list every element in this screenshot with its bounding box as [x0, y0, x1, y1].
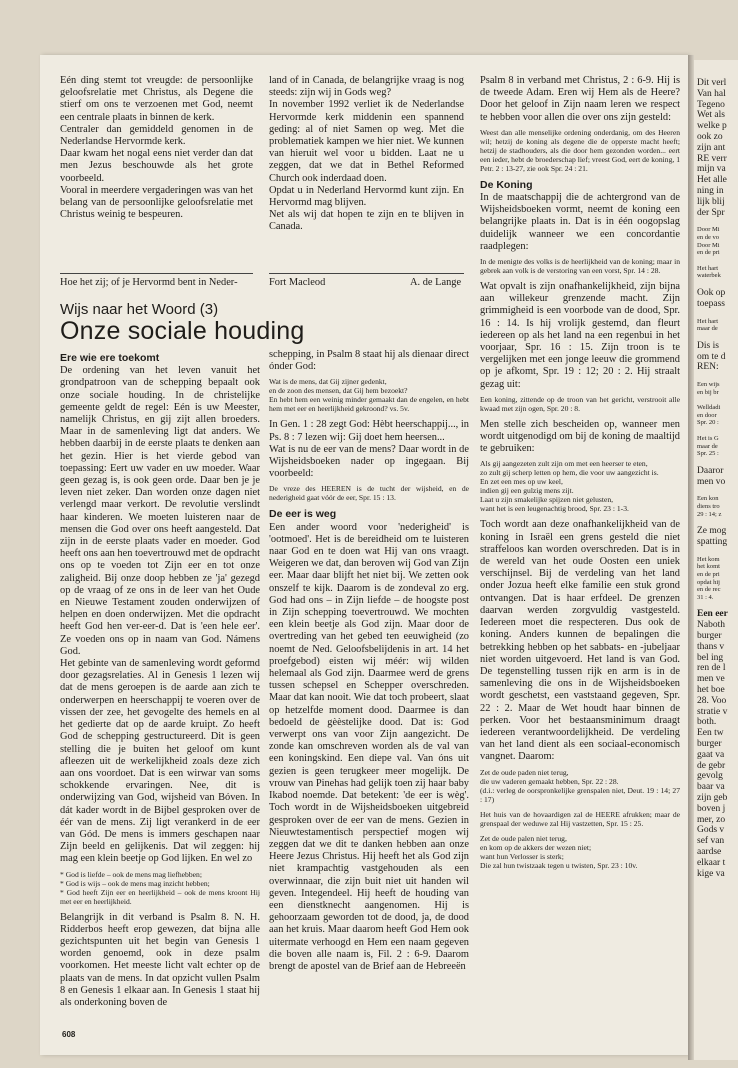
next-page-fragment: stratie v: [697, 706, 728, 717]
paragraph: Wat opvalt is zijn onafhankelijkheid, zijn bijna aan willekeur grenzende macht. Zijn grimmigheid is een voorbode van de dood, Spr. 16 : 14. Is hij vrolijk gestemd, dan fleurt iedereen op als het land na een regenbui in het voorjaar, Spr. 16 : 15. Zijn troon is te vergelijken met een jonge leeuw die grommend op je afkomt, Spr. 19 : 12; 20 : 2. Hij straalt gezag uit:: [480, 281, 680, 390]
next-page-fragment: Gods v: [697, 825, 725, 836]
next-page-fragment: RE verr: [697, 153, 727, 164]
article-column-1: [60, 349, 260, 1009]
paragraph: In de maatschappij die de achtergrond van de Wijsheidsboeken vormt, neemt de koning een belangrijke plaats in. Dat is in één oogopslag duidelijk wanneer we een concordantie raadplegen:: [480, 192, 680, 252]
spacer: [697, 396, 738, 404]
scripture-quote: Als gij aangezeten zult zijn om met een heerser te eten, zo zult gij scherp letten op hem, die voor uw aangezicht is. En zet een mes op uw keel, indien gij een gulzig mens zijt. Laat u zijn smakelijke spijzen niet gelusten, want het is een leugenachtig brood, Spr. 23 : 1-3.: [480, 459, 659, 514]
next-page-fragment: burger: [697, 630, 722, 641]
scripture-quote: * God is liefde – ook de mens mag liefhebben; * God is wijs – ook de mens mag inzicht hebben; * God heeft Zijn eer en heerlijkheid – ook de mens kroont Hij met eer en heerlijkheid.: [60, 869, 260, 906]
next-page-fragment: maar de: [697, 325, 718, 333]
next-page-fragment: gevolg: [697, 771, 723, 782]
next-page-fragment: de gebr: [697, 760, 726, 771]
next-page-fragment: om te d: [697, 351, 726, 362]
scripture-quote: Zet de oude palen niet terug, en kom op de akkers der wezen niet; want hun Verlosser is sterk; Die zal hun twistzaak tegen u twisten, Spr. 23 : 10v.: [480, 833, 638, 870]
paragraph: Wat is nu de eer van de mens? Daar wordt in de Wijsheidsboeken nader op ingegaan. Bij voorbeeld:: [269, 443, 469, 480]
next-page-fragment: men ve: [697, 674, 725, 685]
next-page-fragment: toepass: [697, 298, 725, 309]
paragraph: Een ander woord voor 'nederigheid' is 'ootmoed'. Het is de bereidheid om te luisteren naar God en te doen wat Hij van ons vraagt. Weigeren we dat, dan beroven wij God van Zijn eer. Maar daar blijft het niet bij. We zetten ook onszelf te kijk. Daarom is de zondeval zo erg. God had ons – in Zijn liefde – de hoogste post in Zijn schepping toevertrouwd. We mochten een klein beetje als God zijn. Maar door de overtreding van het gebed ten eeuwigheid (zo noemt de Ned. Geloofsbelijdenis in art. 14 het proefgebod) eisten wij méér: wij wilden helemaal als God zijn. Daarmee werd de grens tussen schepsel en Schepper overschreden. Maar dat kan nooit. Wie dat toch probeert, slaat op hetzelfde moment dood. Daarmee is dan bedoeld de gèèstelijke dood. Dat is: God verwerpt ons van voor Zijn aangezicht. De zonde kan omschreven worden als de val van een koningskind. Een diepe val. Van óns uit gezien is geen terugkeer meer mogelijk. De vrouw van Pinehas had gelijk toen zij haar baby Ikabod noemde. Dat betekent: 'de eer is wèg'. Toch wordt in de Wijsheidsboeken uitgebreid gesproken over de eer van de mens. Gezien in Nieuwtestamentisch perspectief mogen wij zeggen dat we dit te danken hebben aan onze Heere Jezus Christus. Hij heeft het als God zijn niet krampachtig vastgehouden als een overwinnaar, die zijn buit niet uit handen wil geven. Integendeel. Hij heeft de houding van een dienstknecht aangenomen. Hij is gehoorzaam geworden tot de dood, ja, de dood aan het kruis. Maar daarom heeft God Hem ook uitermate verhoogd en Hem een naam gegeven die boven alle naam is, Fil. 2 : 6-9. Daarom brengt de apostel van de Brief aan de Hebreeën: [269, 521, 469, 972]
next-page-fragment: Dis is: [697, 340, 719, 351]
next-page-fragment: der Spr: [697, 207, 725, 218]
paragraph: land of in Canada, de belangrijke vraag is nog steeds: zijn wij in Gods weg?: [269, 75, 464, 99]
scripture-quote: Het huis van de hovaardigen zal de HEERE afrukken; maar de grenspaal der weduwe zal Hij vastzetten, Spr. 15 : 25.: [480, 809, 680, 828]
next-page-fragment: mer, zo: [697, 814, 726, 825]
next-page-fragment: bel ing: [697, 652, 724, 663]
paragraph: Toch wordt aan deze onafhankelijkheid van de koning in Israël een grens gesteld die niet straffeloos kan worden overschreden. Dat is in de wereld van het oude Oosten een uniek verschijnsel. Bij de verdeling van het land onder Jozua heeft elke familie een stuk grond ontvangen. Dat is haar erfdeel. De grenzen daarvan werden zorgvuldig vastgesteld. Iedereen moet die respecteren. Dus ook de koning. Anders kunnen de bepalingen die betrekking hebben op het sabbats- en -jubeljaar niet worden uitgevoerd. Het land is van God. De tegenstelling tussen rijk en arm is in de samenleving die ons in de Wijsheidsboeken wordt geschetst, een vaststaand gegeven, Spr. 22 : 2. Maar de Wet houdt haar binnen de perken. Voor het bestaansminimum draagt iedereen verantwoordelijkheid. De verdeling van het land dient als een sociaal-economisch vangnet. Daarom:: [480, 519, 680, 763]
next-page-fragment: Het kom: [697, 555, 720, 563]
paragraph: Centraler dan gemiddeld genomen in de Nederlandse Hervormde kerk.: [60, 123, 253, 148]
next-page-fragment: Ook op: [697, 287, 726, 298]
next-page-fragment: Wet als: [697, 110, 725, 121]
next-page-fragment: maar de: [697, 442, 718, 450]
next-page-fragment: lijk blij: [697, 196, 725, 207]
scripture-quote: Wat is de mens, dat Gij zijner gedenkt, en de zoon des mensen, dat Gij hem bezoekt? En hebt hem een weinig minder gemaakt dan de engelen, en hebt hem met eer en heerlijkheid gekroond? vs. 5v.: [269, 377, 469, 414]
next-page-fragment: thans v: [697, 641, 725, 652]
next-page-fragment: sef van: [697, 836, 725, 847]
article-title: Onze sociale houding: [60, 317, 305, 345]
next-page-fragment: both.: [697, 717, 717, 728]
paragraph: Eén ding stemt tot vreugde: de persoonlijke geloofsrelatie met Christus, als Degene die stierf om ons te verzoenen met God, neemt een centrale plaats in binnen de kerk.: [60, 75, 253, 123]
next-page-fragment: spatting: [697, 537, 728, 548]
article-column-3: [480, 75, 680, 876]
next-page-fragment: gaat va: [697, 749, 725, 760]
next-page-fragment: het boe: [697, 684, 725, 695]
next-page-fragment: Dit verl: [697, 78, 727, 88]
next-page-fragment: elkaar t: [697, 857, 726, 868]
series-title: Wijs naar het Woord (3): [60, 301, 219, 318]
next-page-fragment: Van hal: [697, 88, 726, 99]
next-page-fragment: en de vo: [697, 233, 720, 241]
next-page-fragment: Door Mi: [697, 241, 720, 249]
next-page-fragment: Het hart: [697, 264, 719, 272]
paragraph: In november 1992 verliet ik de Nederlandse Hervormde kerk middenin een spannend geding: al of niet Samen op weg. Met die problematiek kampen we hier niet. We kunnen van hieruit wel voor u bidden. Laat ne u zeggen, dat we dat in Bethel Reformed Church ook inderdaad doen.: [269, 99, 464, 184]
spacer: [697, 458, 738, 466]
next-page-fragment: zijn geb: [697, 792, 728, 803]
next-page-fragment: en de rec: [697, 586, 721, 594]
article-column-2: [269, 349, 469, 973]
next-page-fragment: en door: [697, 411, 717, 419]
spacer: [697, 601, 738, 609]
next-page-fragment: Door Mi: [697, 226, 720, 234]
divider-line: [269, 273, 464, 274]
spacer: [697, 280, 738, 288]
next-page-fragment: Het is G: [697, 435, 719, 443]
next-page-fragment: Het hart: [697, 317, 719, 325]
next-page-fragment: ning in: [697, 185, 724, 196]
next-page-fragment: waterbek: [697, 272, 721, 280]
scripture-quote: Zet de oude paden niet terug, die uw vaderen gemaakt hebben, Spr. 22 : 28. (d.i.: verleg de oorspronkelijke grenspalen niet, Deut. 19 : 14; 27 : 17): [480, 767, 680, 804]
paragraph: In Gen. 1 : 28 zegt God: Hèbt heerschappij..., in Ps. 8 : 7 lezen wij: Gij doet hem heersen...: [269, 419, 469, 443]
next-page-fragment: REN:: [697, 362, 719, 373]
paragraph: De ordening van het leven vanuit het grondpatroon van de schepping bepaalt ook onze sociale houding. In de christelijke gemeente geldt de regel: Eén is uw Meester, namelijk Christus, en gij zijt allen broeders. Maar in de samenleving ligt dat anders. We hebben daarbij in de eerste plaats te denken aan het gezin. Hier is het vierde gebod van toepassing: Eert uw vader en uw moeder. Waar geen gezag is, is ook geen orde. Daar ben je je leven niet zeker. Dan worden onze dagen niet verlengd maar verkort. De revolutie verslindt haar kinderen. We moeten luisteren naar de mensen die God over ons heeft aangesteld. Dat zijn in de eerste plaats vader en moeder. God heeft ons aan hen toevertrouwd met de opdracht ons op te voeden tot Zijn eer en tot onze zaligheid. Bij onze doop hebben ze 'ja' gezegd op de vraag of ze ons in de leer van het Oude en Nieuwe Testament zouden onderwijzen of helpen en doen onderwijzen. Met die opdracht heeft God hen ver-eer-d. Dat is 'een hele eer'. Ze voeden ons op in naam van God. Námens God.: [60, 365, 260, 657]
next-page-fragment: burger: [697, 738, 722, 749]
spacer: [697, 373, 738, 381]
next-page-fragment: baar va: [697, 782, 725, 793]
signature-place: Fort Macleod: [269, 277, 326, 288]
scripture-quote: De vreze des HEEREN is de tucht der wijsheid, en de nederigheid gaat vóór de eer, Spr. 15 : 13.: [269, 484, 469, 503]
next-page-fragment: mijn va: [697, 164, 726, 175]
spacer: [697, 310, 738, 318]
next-page-fragment: Ze mog: [697, 526, 727, 537]
next-page-fragment: diens tro: [697, 503, 720, 511]
next-page-fragment: Naboth: [697, 620, 725, 631]
paragraph: schepping, in Psalm 8 staat hij als dienaar direct ónder God:: [269, 349, 469, 373]
next-page-fragment: en bij br: [697, 388, 719, 396]
next-page-fragment: Tegeno: [697, 99, 725, 110]
subheading: Ere wie ere toekomt: [60, 352, 160, 364]
next-page-fragment: Een eer: [697, 609, 728, 620]
next-page-fragment: Spr. 20 :: [697, 419, 719, 427]
spacer: [697, 518, 738, 526]
subheading: De Koning: [480, 178, 533, 191]
paragraph: Belangrijk in dit verband is Psalm 8. N. H. Ridderbos heeft erop gewezen, dat bijna alle gezichtspunten uit het begin van Genesis 1 worden genoemd, ook in deze psalm voorkomen. Het meeste licht valt echter op de plaats van de mens. In dat opzicht vullen Psalm 8 en Genesis 1 elkaar aan. In Genesis 1 staat hij als onderkoning boven de: [60, 911, 260, 1008]
spacer: [697, 548, 738, 556]
next-page-fragment: 31 : 4.: [697, 593, 714, 601]
spacer: [697, 427, 738, 435]
left-page: [40, 55, 688, 1055]
next-page-fragment: ren de l: [697, 663, 726, 674]
right-page-fragment: [694, 60, 738, 1060]
next-page-fragment: boven j: [697, 803, 726, 814]
next-page-fragment: het komt: [697, 563, 720, 571]
page-number: 608: [62, 1030, 76, 1039]
spacer: [697, 487, 738, 495]
paragraph: Psalm 8 in verband met Christus, 2 : 6-9. Hij is de tweede Adam. Eren wij Hem als de Heere? Door het geloof in Zijn naam leren we respect te hebben voor allen die over ons zijn gesteld:: [480, 75, 680, 123]
scripture-quote: In de menigte des volks is de heerlijkheid van de koning; maar in gebrek aan volk is de verstoring van een vorst, Spr. 14 : 28.: [480, 257, 680, 276]
next-page-fragment: Het alle: [697, 175, 727, 186]
subheading: De eer is weg: [269, 508, 337, 521]
paragraph: Vooral in meerdere vergaderingen was van het belang van de persoonlijke geloofsrelatie met Christus weinig te bespeuren.: [60, 184, 253, 221]
next-page-fragment: ook zo: [697, 131, 723, 142]
next-page-fragment: opdat hij: [697, 578, 720, 586]
paragraph: Daar kwam het nogal eens niet verder dan dat men Jezus beschouwde als het grote voorbeeld.: [60, 148, 253, 184]
next-page-fragment: kige va: [697, 868, 725, 879]
next-page-fragment: en de pri: [697, 249, 720, 257]
spacer: [697, 218, 738, 226]
next-page-fragment: Daaror: [697, 465, 724, 476]
next-page-fragment: zijn ant: [697, 142, 726, 153]
next-page-fragment: Welldadi: [697, 404, 721, 412]
next-page-fragment: 28. Voo: [697, 695, 727, 706]
next-page-fragment: welke p: [697, 121, 727, 132]
intro-column-1: [60, 75, 253, 221]
next-page-fragment: en de pri: [697, 571, 720, 578]
signature-author: A. de Lange: [410, 277, 462, 288]
scripture-quote: Een koning, zittende op de troon van het gericht, verstrooit alle kwaad met zijn ogen, Spr. 20 : 8.: [480, 394, 680, 413]
next-page-fragment: Een wijs: [697, 381, 720, 389]
next-page-fragment: Een tw: [697, 728, 724, 739]
scripture-quote: Weest dan alle menselijke ordening onderdanig, om des Heeren wil; hetzij de koning als degene die de opperste macht heeft; hetzij de stadhouders, als die door hem gezonden worden... eert een ieder, hebt de broederschap lief; vreest God, eert de koning, 1 Petr. 2 : 13-27, zie ook Spr. 24 : 21.: [480, 127, 680, 173]
paragraph: Men stelle zich bescheiden op, wanneer men wordt uitgenodigd om bij de koning de maaltijd te gebruiken:: [480, 418, 680, 455]
intro-column-2: [269, 75, 464, 234]
paragraph: Opdat u in Nederland Hervormd kunt zijn. En Hervormd mag blijven.: [269, 184, 464, 209]
next-page-fragment: men vo: [697, 476, 726, 487]
spacer: [697, 333, 738, 341]
intro-last-line: Hoe het zij; of je Hervormd bent in Neder-: [60, 277, 238, 288]
next-page-fragment: Spr. 25 :: [697, 450, 719, 458]
spacer: [697, 257, 738, 265]
paragraph: Het gebinte van de samenleving wordt geformd door gezagsrelaties. Al in Genesis 1 lezen wij dat de mens geroepen is de aarde aan zich te onderwerpen en heerschappij te voeren over de vissen der zee, het gevogelte des hemels en al het gedierte dat op de aarde kruipt. Zo heeft God de schepping gestructureerd. Dit is geen stelling die je buiten het geloof om kunt afleezen uit de werkelijkheid zoals deze zich aan ons voordoet. Dat is een wirwar van soms schokkende ervaringen. Nee, dit is onderwijzing van God, wijsheid van Bóven. In dát kader wordt in de Bijbel gesproken over de éér van de mens. Zij ligt verankerd in de eer van Gód. De mens is immers geschapen naar Zijn beeld en gelijkenis. Dat wil zeggen: hij mag een klein beetje op God lijken. En wel zo: [60, 658, 260, 865]
next-page-fragment: Een kon: [697, 495, 719, 503]
paragraph: Net als wij dat hopen te zijn en te blijven in Canada.: [269, 209, 464, 233]
divider-line: [60, 273, 253, 274]
next-page-fragment: aardse: [697, 846, 722, 857]
next-page-fragment: 29 : 14; z: [697, 510, 722, 518]
